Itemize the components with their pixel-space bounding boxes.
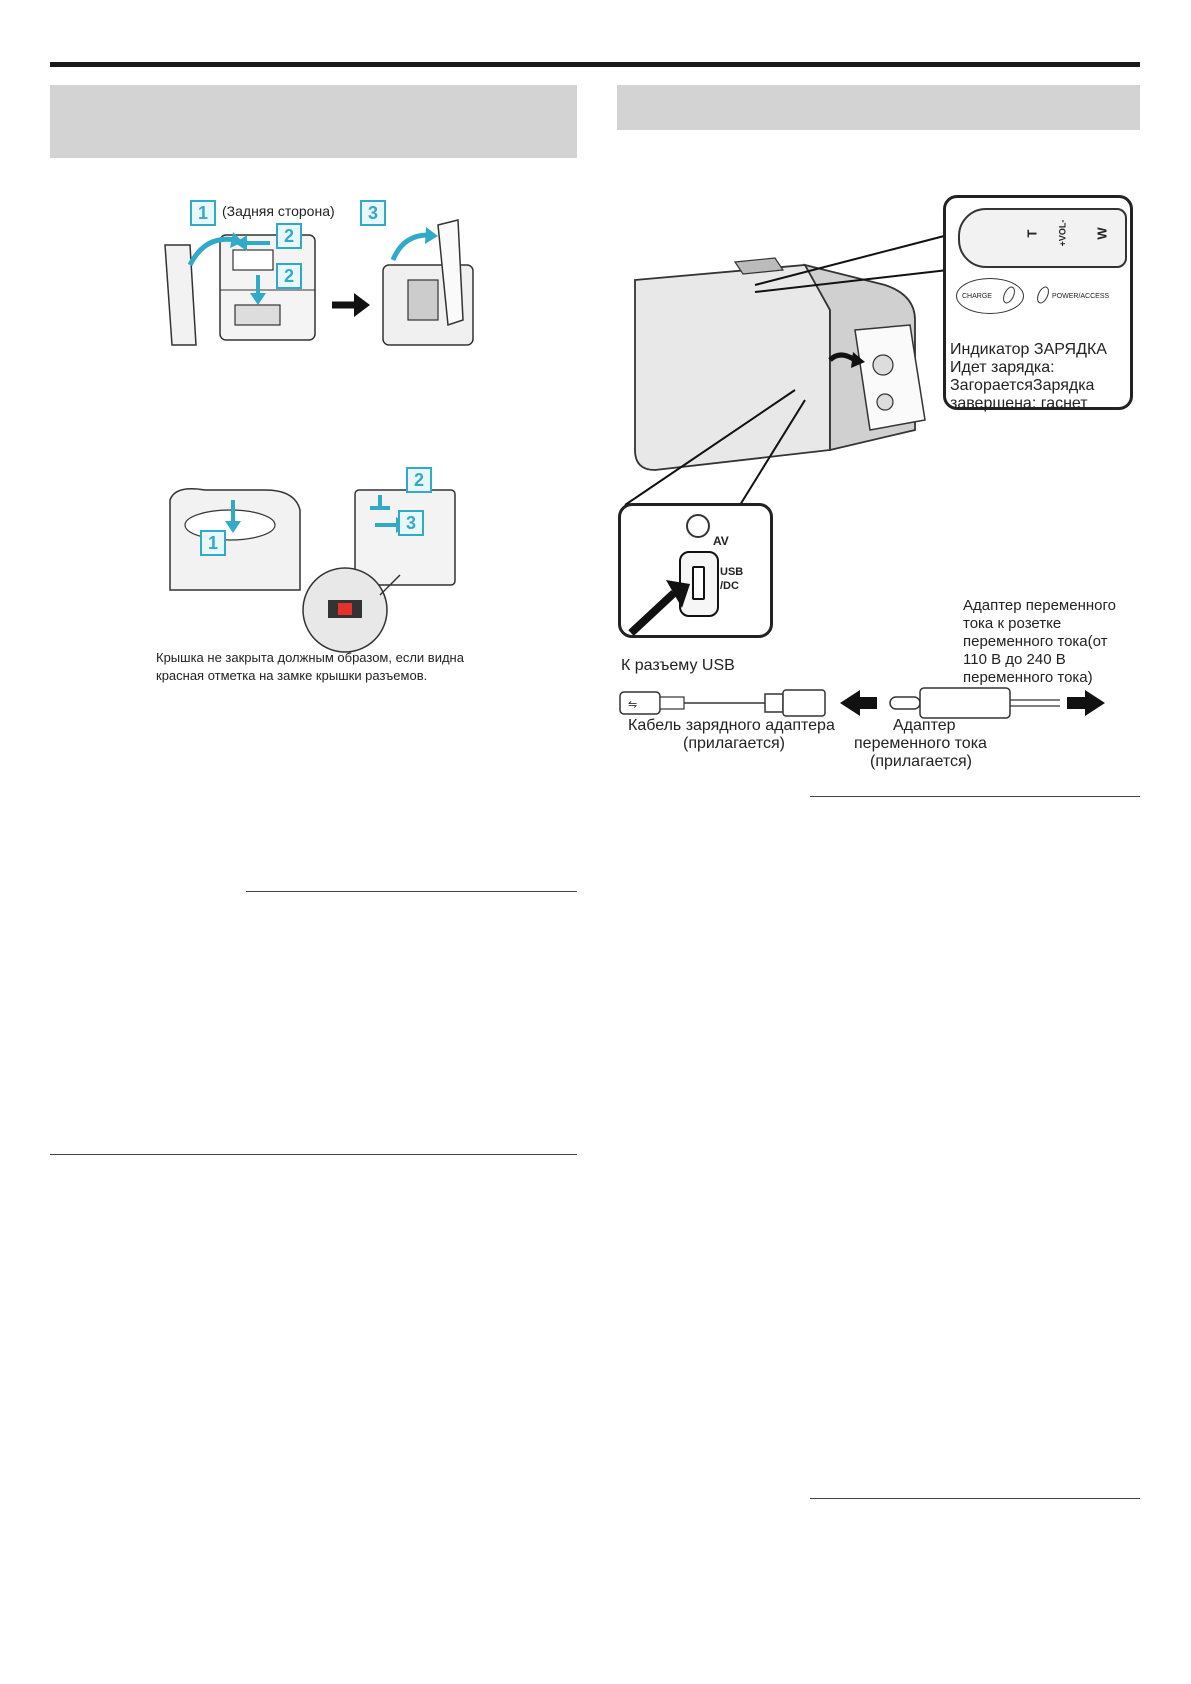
label-t: T [1024,229,1040,238]
svg-text:⇋: ⇋ [628,698,638,711]
warning-text-line1: Крышка не закрыта должным образом, если видна [156,650,464,665]
cable-caption-line1: Кабель зарядного адаптера [628,717,835,734]
step-1-badge: 1 [200,530,226,556]
cable-caption-line2: (прилагается) [683,735,785,752]
label-vol: +VOL- [1057,219,1068,247]
black-right-arrow-icon [332,293,372,317]
adapter-line1: Адаптер переменного [963,597,1116,614]
divider-rule-right-1 [810,796,1140,797]
camera-cover-closing-illustration [165,485,305,595]
label-to-usb: К разъему USB [621,657,735,674]
step-2-badge: 2 [276,263,302,289]
figure-open-cover [160,205,490,345]
ac-caption-line1: Адаптер [893,717,956,734]
ac-caption-line3: (прилагается) [870,753,972,770]
charge-indicator-ring [956,278,1024,314]
top-rule [50,62,1140,67]
section-header-left [50,85,577,158]
step-3-badge: 3 [360,200,386,226]
step-2-badge: 2 [406,467,432,493]
warning-text-line2: красная отметка на замке крышки разъемов. [156,668,428,683]
label-charge: CHARGE [962,293,992,300]
divider-rule-left-1 [246,891,577,892]
caption-back-side: (Задняя сторона) [222,203,335,219]
divider-rule-left-2 [50,1154,577,1155]
av-port-icon [686,514,710,538]
step-2-badge: 2 [276,223,302,249]
label-power-access: POWER/ACCESS [1052,293,1110,300]
adapter-line5: переменного тока) [963,669,1093,686]
step-3-badge: 3 [398,510,424,536]
controls-zoom-panel [943,195,1133,410]
power-lamp-icon [1035,285,1052,306]
adapter-line3: переменного тока(от [963,633,1108,650]
label-av: AV [713,534,729,548]
step-1-badge: 1 [190,200,216,226]
label-dc: /DC [720,580,739,592]
usb-port-zoom-panel [618,503,773,638]
indicator-line2: Идет зарядка: [950,359,1055,376]
section-header-right [617,85,1140,130]
label-w: W [1094,227,1110,240]
cyan-left-arrow-icon [235,233,275,253]
black-diagonal-arrow-icon [626,578,696,638]
adapter-line4: 110 В до 240 В [963,651,1066,668]
indicator-line4: завершена: гаснет [950,395,1088,412]
cyan-down-arrow-icon [248,275,268,305]
divider-rule-right-2 [810,1498,1140,1499]
label-usb: USB [720,566,744,578]
adapter-line2: тока к розетке [963,615,1062,632]
indicator-line3: ЗагораетсяЗарядка [950,377,1095,394]
ac-caption-line2: переменного тока [854,735,987,752]
indicator-title: Индикатор ЗАРЯДКА [950,341,1107,358]
open-cover-illustration [378,220,488,350]
figure-close-cover [160,470,490,670]
